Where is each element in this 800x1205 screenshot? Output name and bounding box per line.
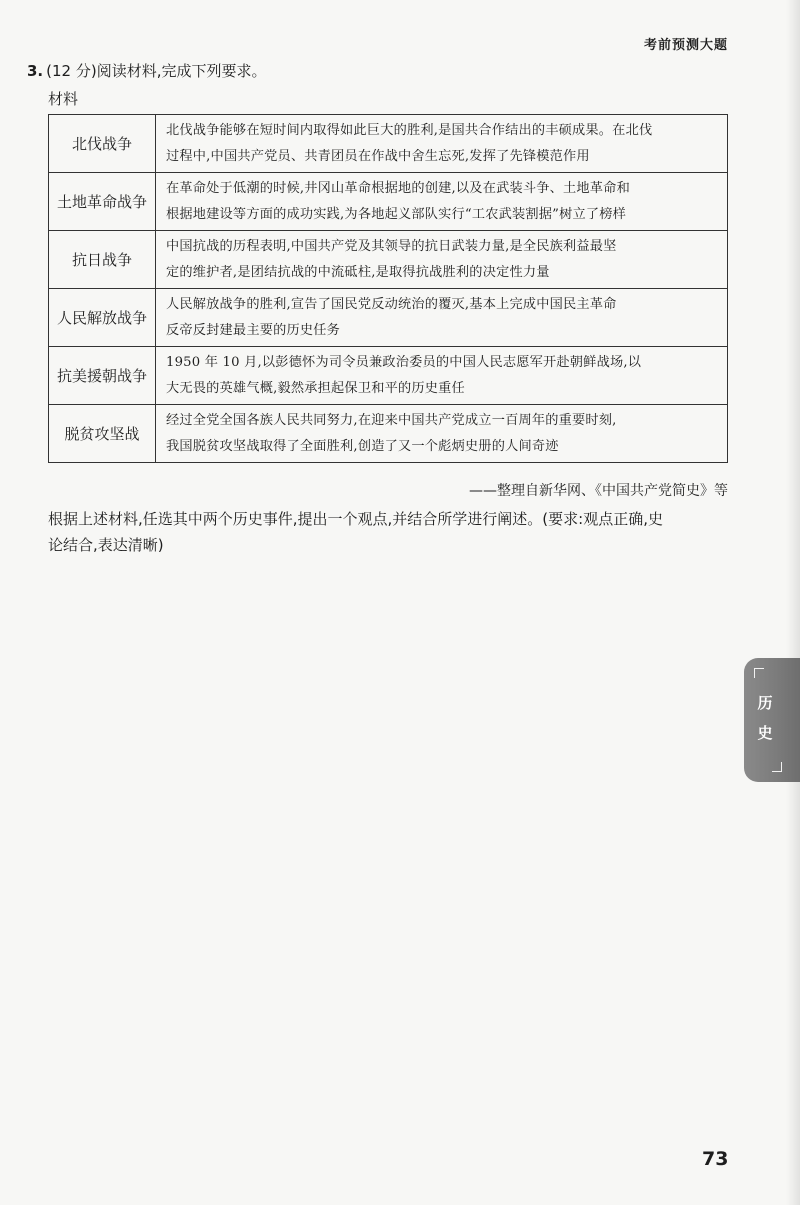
- description-line: 中国抗战的历程表明,中国共产党及其领导的抗日武装力量,是全民族利益最坚: [166, 238, 617, 254]
- description-cell: [156, 115, 728, 173]
- description-cell: [156, 347, 728, 405]
- description-line: 经过全党全国各族人民共同努力,在迎来中国共产党成立一百周年的重要时刻,: [166, 412, 617, 428]
- description-line: 1950 年 10 月,以彭德怀为司令员兼政治委员的中国人民志愿军开赴朝鲜战场,以: [166, 354, 642, 370]
- description-line: 定的维护者,是团结抗战的中流砥柱,是取得抗战胜利的决定性力量: [166, 264, 550, 280]
- material-label: 材料: [48, 90, 79, 108]
- event-cell: 人民解放战争: [49, 289, 156, 347]
- description-line: 过程中,中国共产党员、共青团员在作战中舍生忘死,发挥了先锋模范作用: [166, 148, 590, 164]
- description-cell: [156, 231, 728, 289]
- question-stem: [27, 60, 266, 81]
- event-cell: 抗日战争: [49, 231, 156, 289]
- section-header: 考前预测大题: [643, 38, 728, 53]
- description-line: 人民解放战争的胜利,宣告了国民党反动统治的覆灭,基本上完成中国民主革命: [166, 296, 617, 312]
- table-row: [49, 115, 728, 173]
- table-row: [49, 289, 728, 347]
- table-row: [49, 347, 728, 405]
- question-number: 3.: [27, 62, 44, 80]
- subject-char: 史: [757, 724, 773, 742]
- question-prompt: [48, 506, 738, 558]
- description-line: 反帝反封建最主要的历史任务: [166, 322, 341, 338]
- description-cell: [156, 289, 728, 347]
- table-row: [49, 405, 728, 463]
- description-line: 在革命处于低潮的时候,井冈山革命根据地的创建,以及在武装斗争、土地革命和: [166, 180, 630, 196]
- event-cell: 土地革命战争: [49, 173, 156, 231]
- table-row: [49, 173, 728, 231]
- question-text: (12 分)阅读材料,完成下列要求。: [46, 62, 267, 80]
- description-line: 我国脱贫攻坚战取得了全面胜利,创造了又一个彪炳史册的人间奇迹: [166, 438, 559, 454]
- prompt-line: 根据上述材料,任选其中两个历史事件,提出一个观点,并结合所学进行阐述。(要求:观点正确,史: [48, 510, 663, 528]
- prompt-line: 论结合,表达清晰): [48, 536, 164, 554]
- source-citation: ——整理自新华网、《中国共产党简史》等: [469, 483, 728, 499]
- event-cell: 脱贫攻坚战: [49, 405, 156, 463]
- subject-char: 历: [757, 694, 773, 712]
- description-line: 北伐战争能够在短时间内取得如此巨大的胜利,是国共合作结出的丰硕成果。在北伐: [166, 122, 653, 138]
- description-line: 根据地建设等方面的成功实践,为各地起义部队实行“工农武装割据”树立了榜样: [166, 206, 627, 222]
- corner-bracket-icon: [754, 668, 764, 678]
- event-cell: 北伐战争: [49, 115, 156, 173]
- description-cell: [156, 405, 728, 463]
- table-row: [49, 231, 728, 289]
- description-line: 大无畏的英雄气概,毅然承担起保卫和平的历史重任: [166, 380, 465, 396]
- material-table: [48, 114, 728, 463]
- corner-bracket-icon: [772, 762, 782, 772]
- subject-tab: [744, 658, 800, 782]
- page-number: 73: [702, 1148, 729, 1170]
- event-cell: 抗美援朝战争: [49, 347, 156, 405]
- description-cell: [156, 173, 728, 231]
- subject-tab-label: [744, 688, 786, 748]
- page-edge-shadow: [786, 0, 800, 1205]
